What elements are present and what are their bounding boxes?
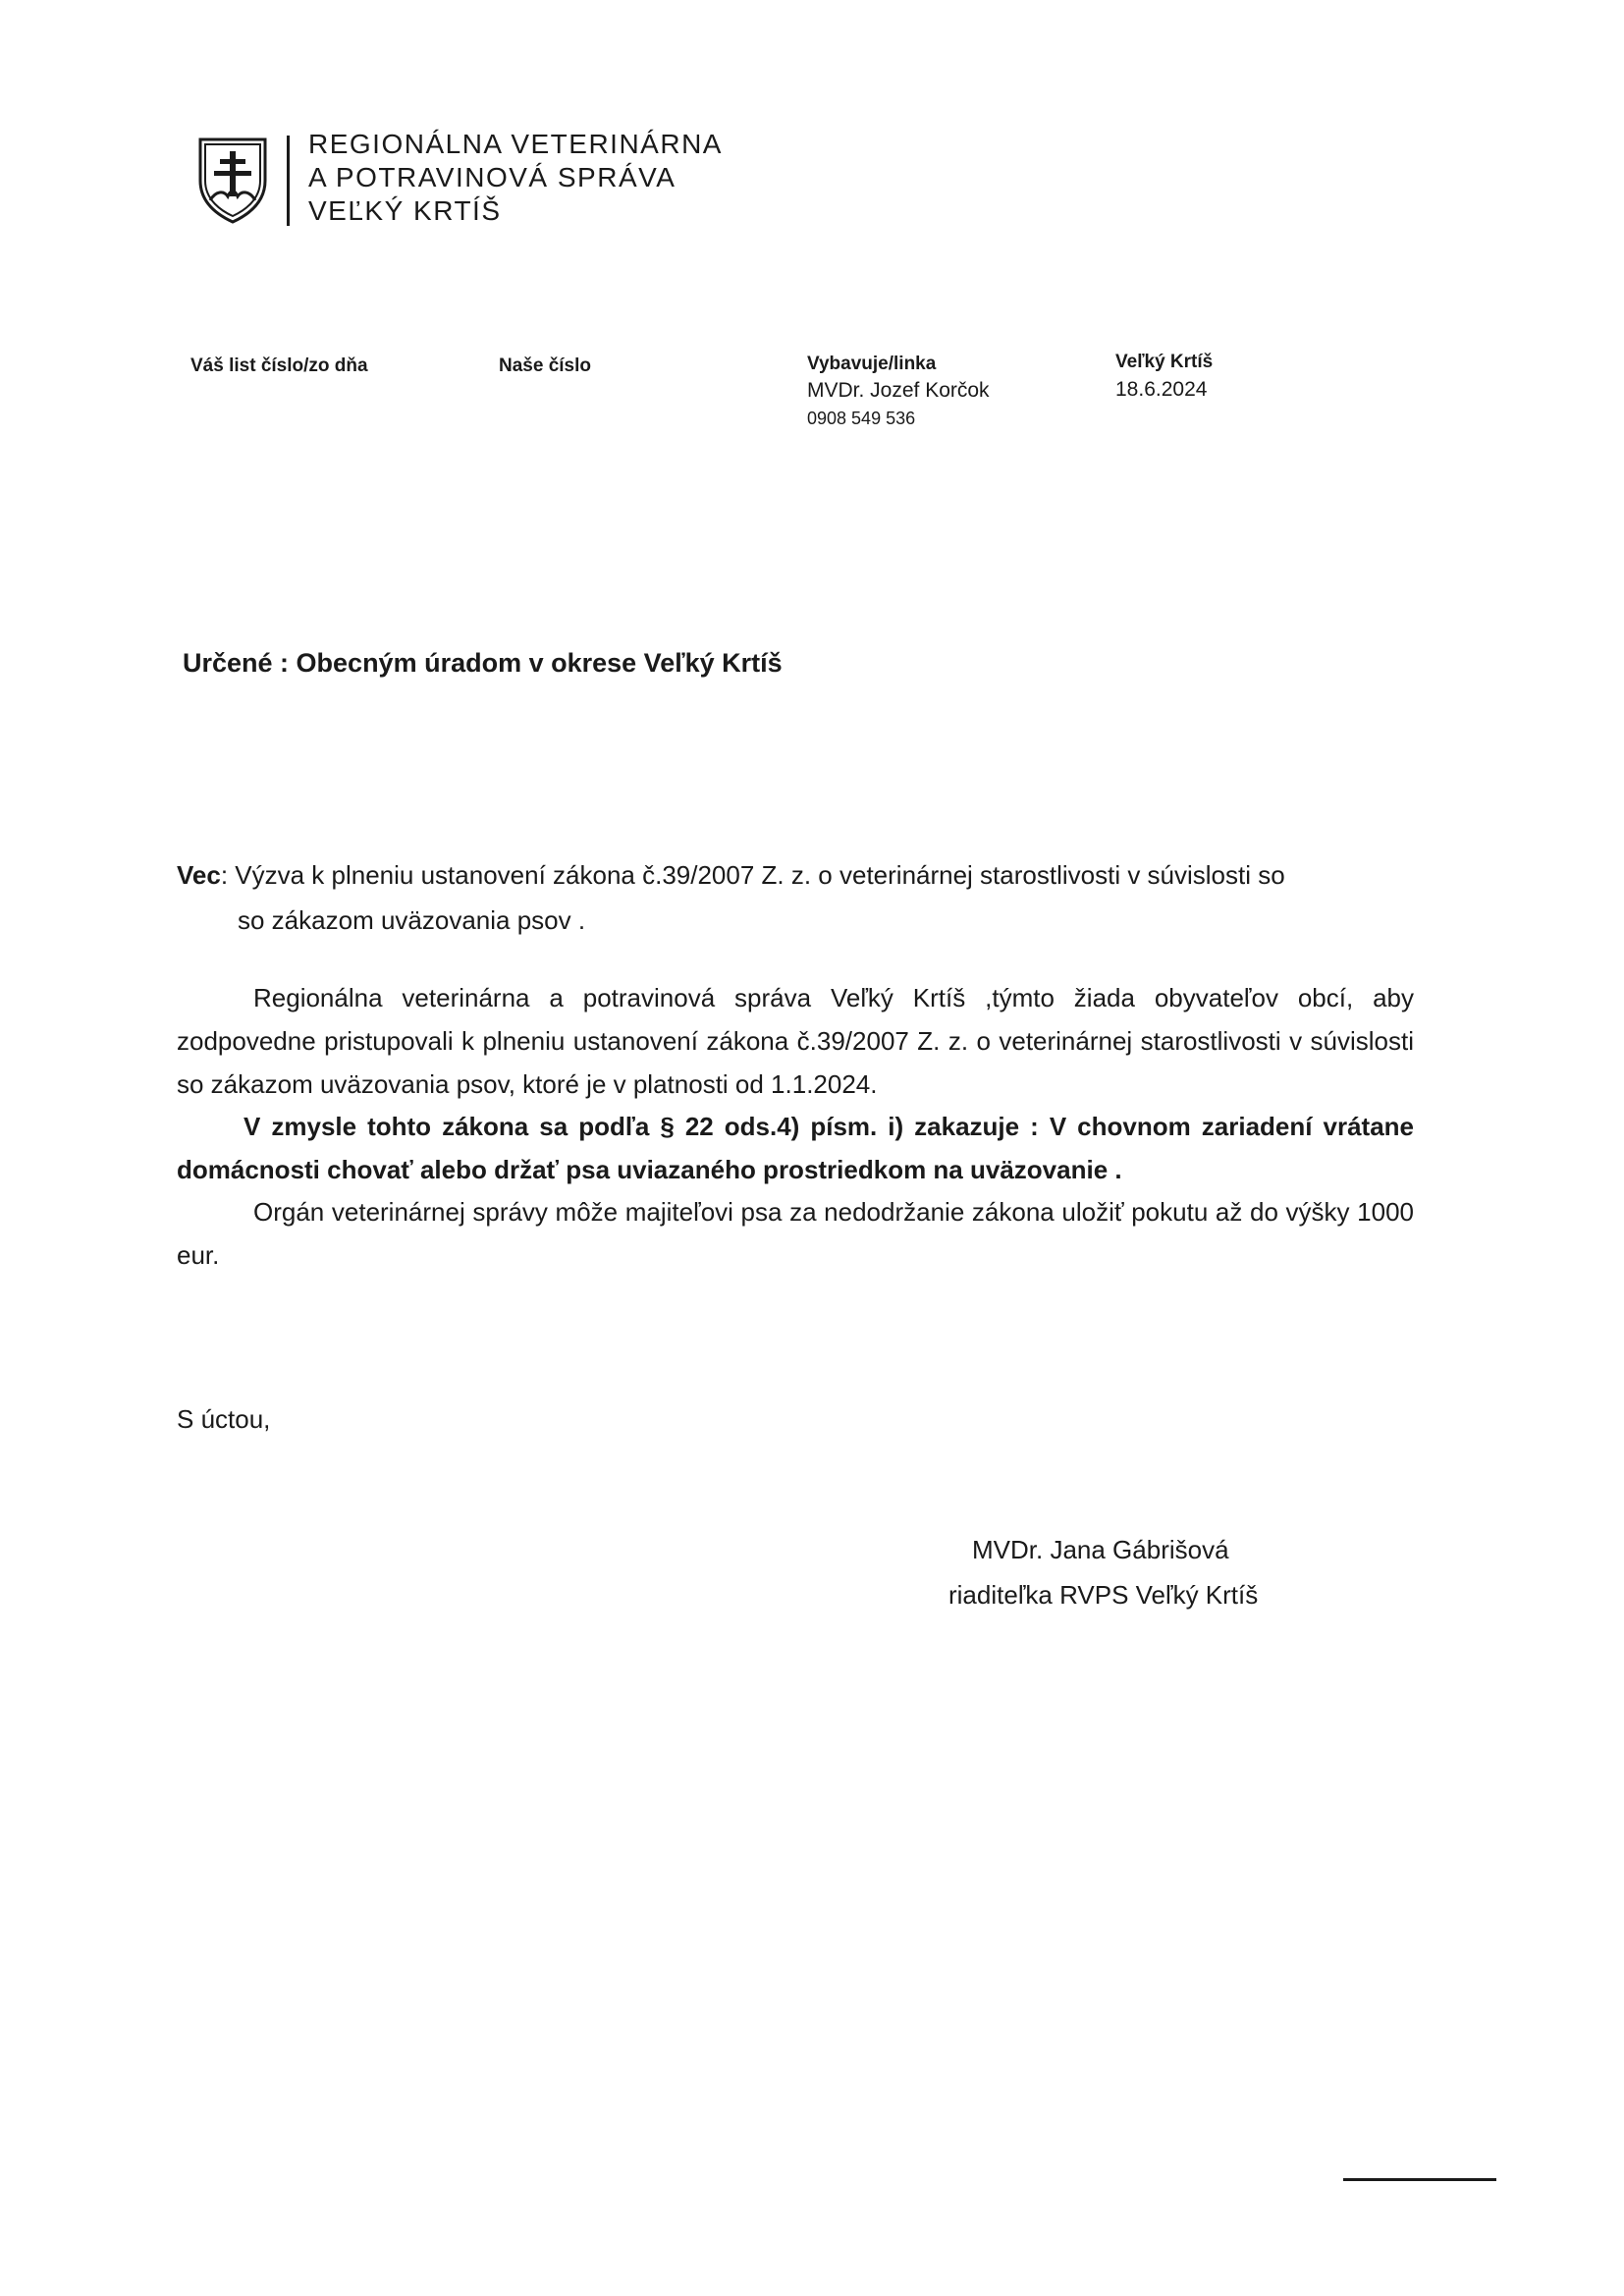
subject-text-line-1: : Výzva k plneniu ustanovení zákona č.39/2007 Z. z. o veterinárnej starostlivosti v súvislosti so <box>220 860 1285 890</box>
greeting: S úctou, <box>177 1404 271 1434</box>
signature-block <box>948 1527 1258 1617</box>
footer-rule <box>1343 2178 1496 2181</box>
paragraph-2-text: V zmysle tohto zákona sa podľa § 22 ods.4) písm. i) zakazuje : V chovnom zariadení vrátane domácnosti chovať alebo držať psa uviazaného prostriedkom na uväzovanie . <box>177 1112 1414 1184</box>
handled-by-label: Vybavuje/linka <box>807 354 937 374</box>
organization-name <box>308 128 723 228</box>
handled-by-phone: 0908 549 536 <box>807 409 916 428</box>
body-paragraph-1 <box>177 976 1414 1106</box>
subject-block <box>177 852 1414 943</box>
paragraph-3-text: Orgán veterinárnej správy môže majiteľovi psa za nedodržanie zákona uložiť pokutu až do výšky 1000 eur. <box>177 1197 1414 1270</box>
subject-label: Vec <box>177 860 221 890</box>
org-name-line-2: A POTRAVINOVÁ SPRÁVA <box>308 162 677 192</box>
letter-date: 18.6.2024 <box>1115 378 1208 401</box>
header-divider <box>287 136 290 226</box>
body-paragraph-3 <box>177 1190 1414 1277</box>
body-paragraph-2 <box>177 1105 1414 1191</box>
place-label: Veľký Krtíš <box>1115 352 1214 372</box>
recipient-line: Určené : Obecným úradom v okrese Veľký Krtíš <box>183 648 783 678</box>
handled-by-name: MVDr. Jozef Korčok <box>807 379 990 402</box>
subject-text-line-2: so zákazom uväzovania psov . <box>238 905 586 935</box>
org-name-line-1: REGIONÁLNA VETERINÁRNA <box>308 129 723 159</box>
your-letter-label: Váš list číslo/zo dňa <box>190 355 368 376</box>
org-name-line-3: VEĽKÝ KRTÍŠ <box>308 195 502 226</box>
paragraph-1-text: Regionálna veterinárna a potravinová správa Veľký Krtíš ,týmto žiada obyvateľov obcí, aby zodpovedne pristupovali k plneniu ustanovení zákona č.39/2007 Z. z. o veterinárnej starostlivosti v súvislosti so zákazom uväzovania psov, ktoré je v platnosti od 1.1.2024. <box>177 983 1414 1099</box>
slovak-coat-of-arms-icon <box>196 136 269 226</box>
our-number-label: Naše číslo <box>499 355 591 376</box>
signer-title: riaditeľka RVPS Veľký Krtíš <box>948 1580 1259 1610</box>
signer-name: MVDr. Jana Gábrišová <box>972 1535 1229 1564</box>
